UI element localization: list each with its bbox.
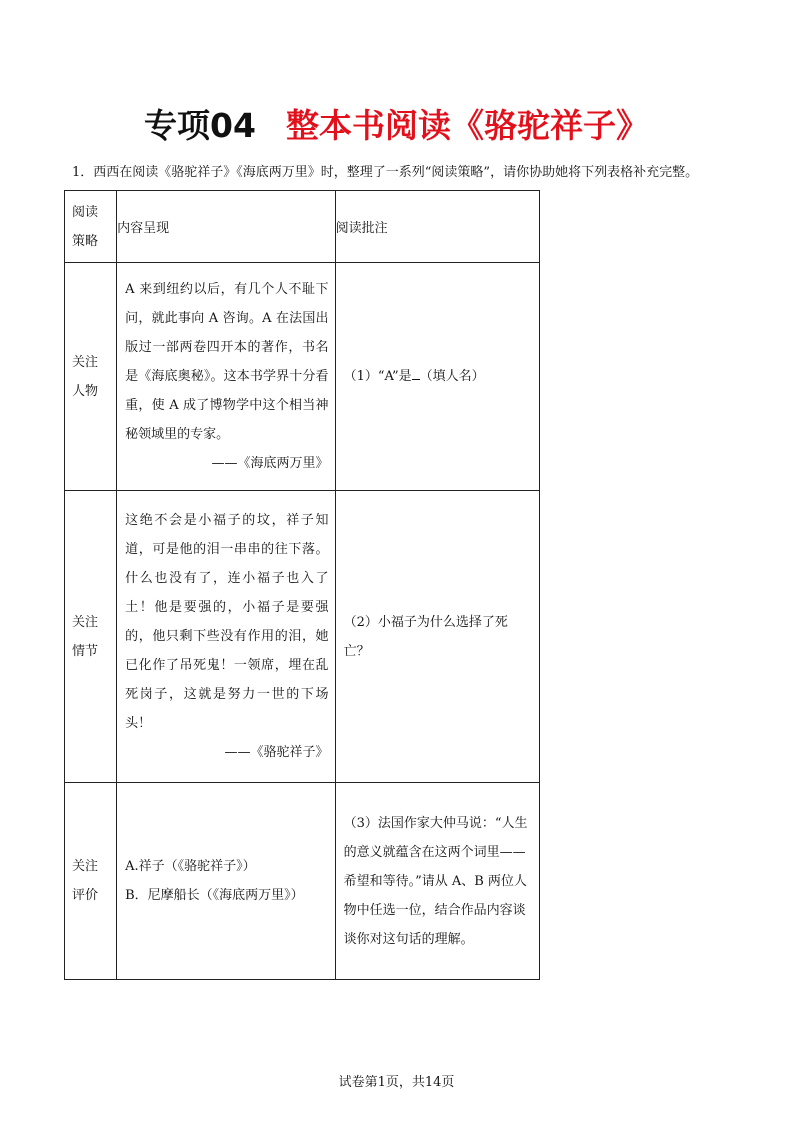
reading-strategy-table: [64, 190, 540, 980]
annotation-text: （3）法国作家大仲马说：“人生的意义就蕴含在这两个词里——希望和等待。”请从 A、B 两位人物中任选一位，结合作品内容谈谈你对这句话的理解。: [343, 815, 528, 947]
header-strategy: 阅读 策略: [65, 191, 117, 263]
excerpt-source: ——《海底两万里》: [211, 456, 329, 471]
row-annotation: [335, 783, 539, 980]
row-strategy: 关注 人物: [65, 263, 117, 491]
annotation-hint: （填人名）: [419, 369, 485, 384]
question-prompt: 1．西西在阅读《骆驼祥子》《海底两万里》时，整理了一系列“阅读策略”，请你协助她将下列表格补充完整。: [72, 165, 699, 180]
page-footer: 试卷第1页，共14页: [338, 1075, 455, 1090]
answer-blank[interactable]: [412, 365, 420, 380]
page-title: [0, 104, 793, 148]
table-row: [65, 491, 540, 783]
row-content: [117, 783, 335, 980]
excerpt-text: 这绝不会是小福子的坟，祥子知道，可是他的泪一串串的往下落。什么也没有了，连小福子也入了土！他是要强的，小福子是要强的，他只剩下些没有作用的泪，她已化作了吊死鬼！一领席，埋在乱死岗子，这就是努力一世的下场头！: [125, 513, 329, 731]
row-strategy: 关注 评价: [65, 783, 117, 980]
excerpt-text: A 来到纽约以后，有几个人不耻下问，就此事向 A 咨询。A 在法国出版过一部两卷四开本的著作，书名是《海底奥秘》。这本书学界十分看重，使 A 成了博物学中这个相当神秘领域里的专家。: [125, 282, 329, 442]
table-header-row: [65, 191, 540, 263]
row-strategy: 关注 情节: [65, 491, 117, 783]
row-content: [117, 263, 335, 491]
row-annotation: [335, 491, 539, 783]
annotation-text: （2）小福子为什么选择了死亡？: [343, 614, 508, 659]
annotation-text: （1）“A”是: [343, 369, 412, 384]
row-annotation: [335, 263, 539, 491]
title-prefix: 专项04: [144, 106, 256, 145]
row-content: [117, 491, 335, 783]
excerpt-source: ——《骆驼祥子》: [224, 745, 329, 760]
option-b: B．尼摩船长（《海底两万里》）: [125, 888, 304, 903]
header-content: 内容呈现: [117, 191, 335, 263]
header-annotation: 阅读批注: [335, 191, 539, 263]
table-row: [65, 783, 540, 980]
title-main: 整本书阅读《骆驼祥子》: [285, 106, 649, 145]
option-a: A.祥子（《骆驼祥子》）: [125, 859, 256, 874]
table-row: [65, 263, 540, 491]
